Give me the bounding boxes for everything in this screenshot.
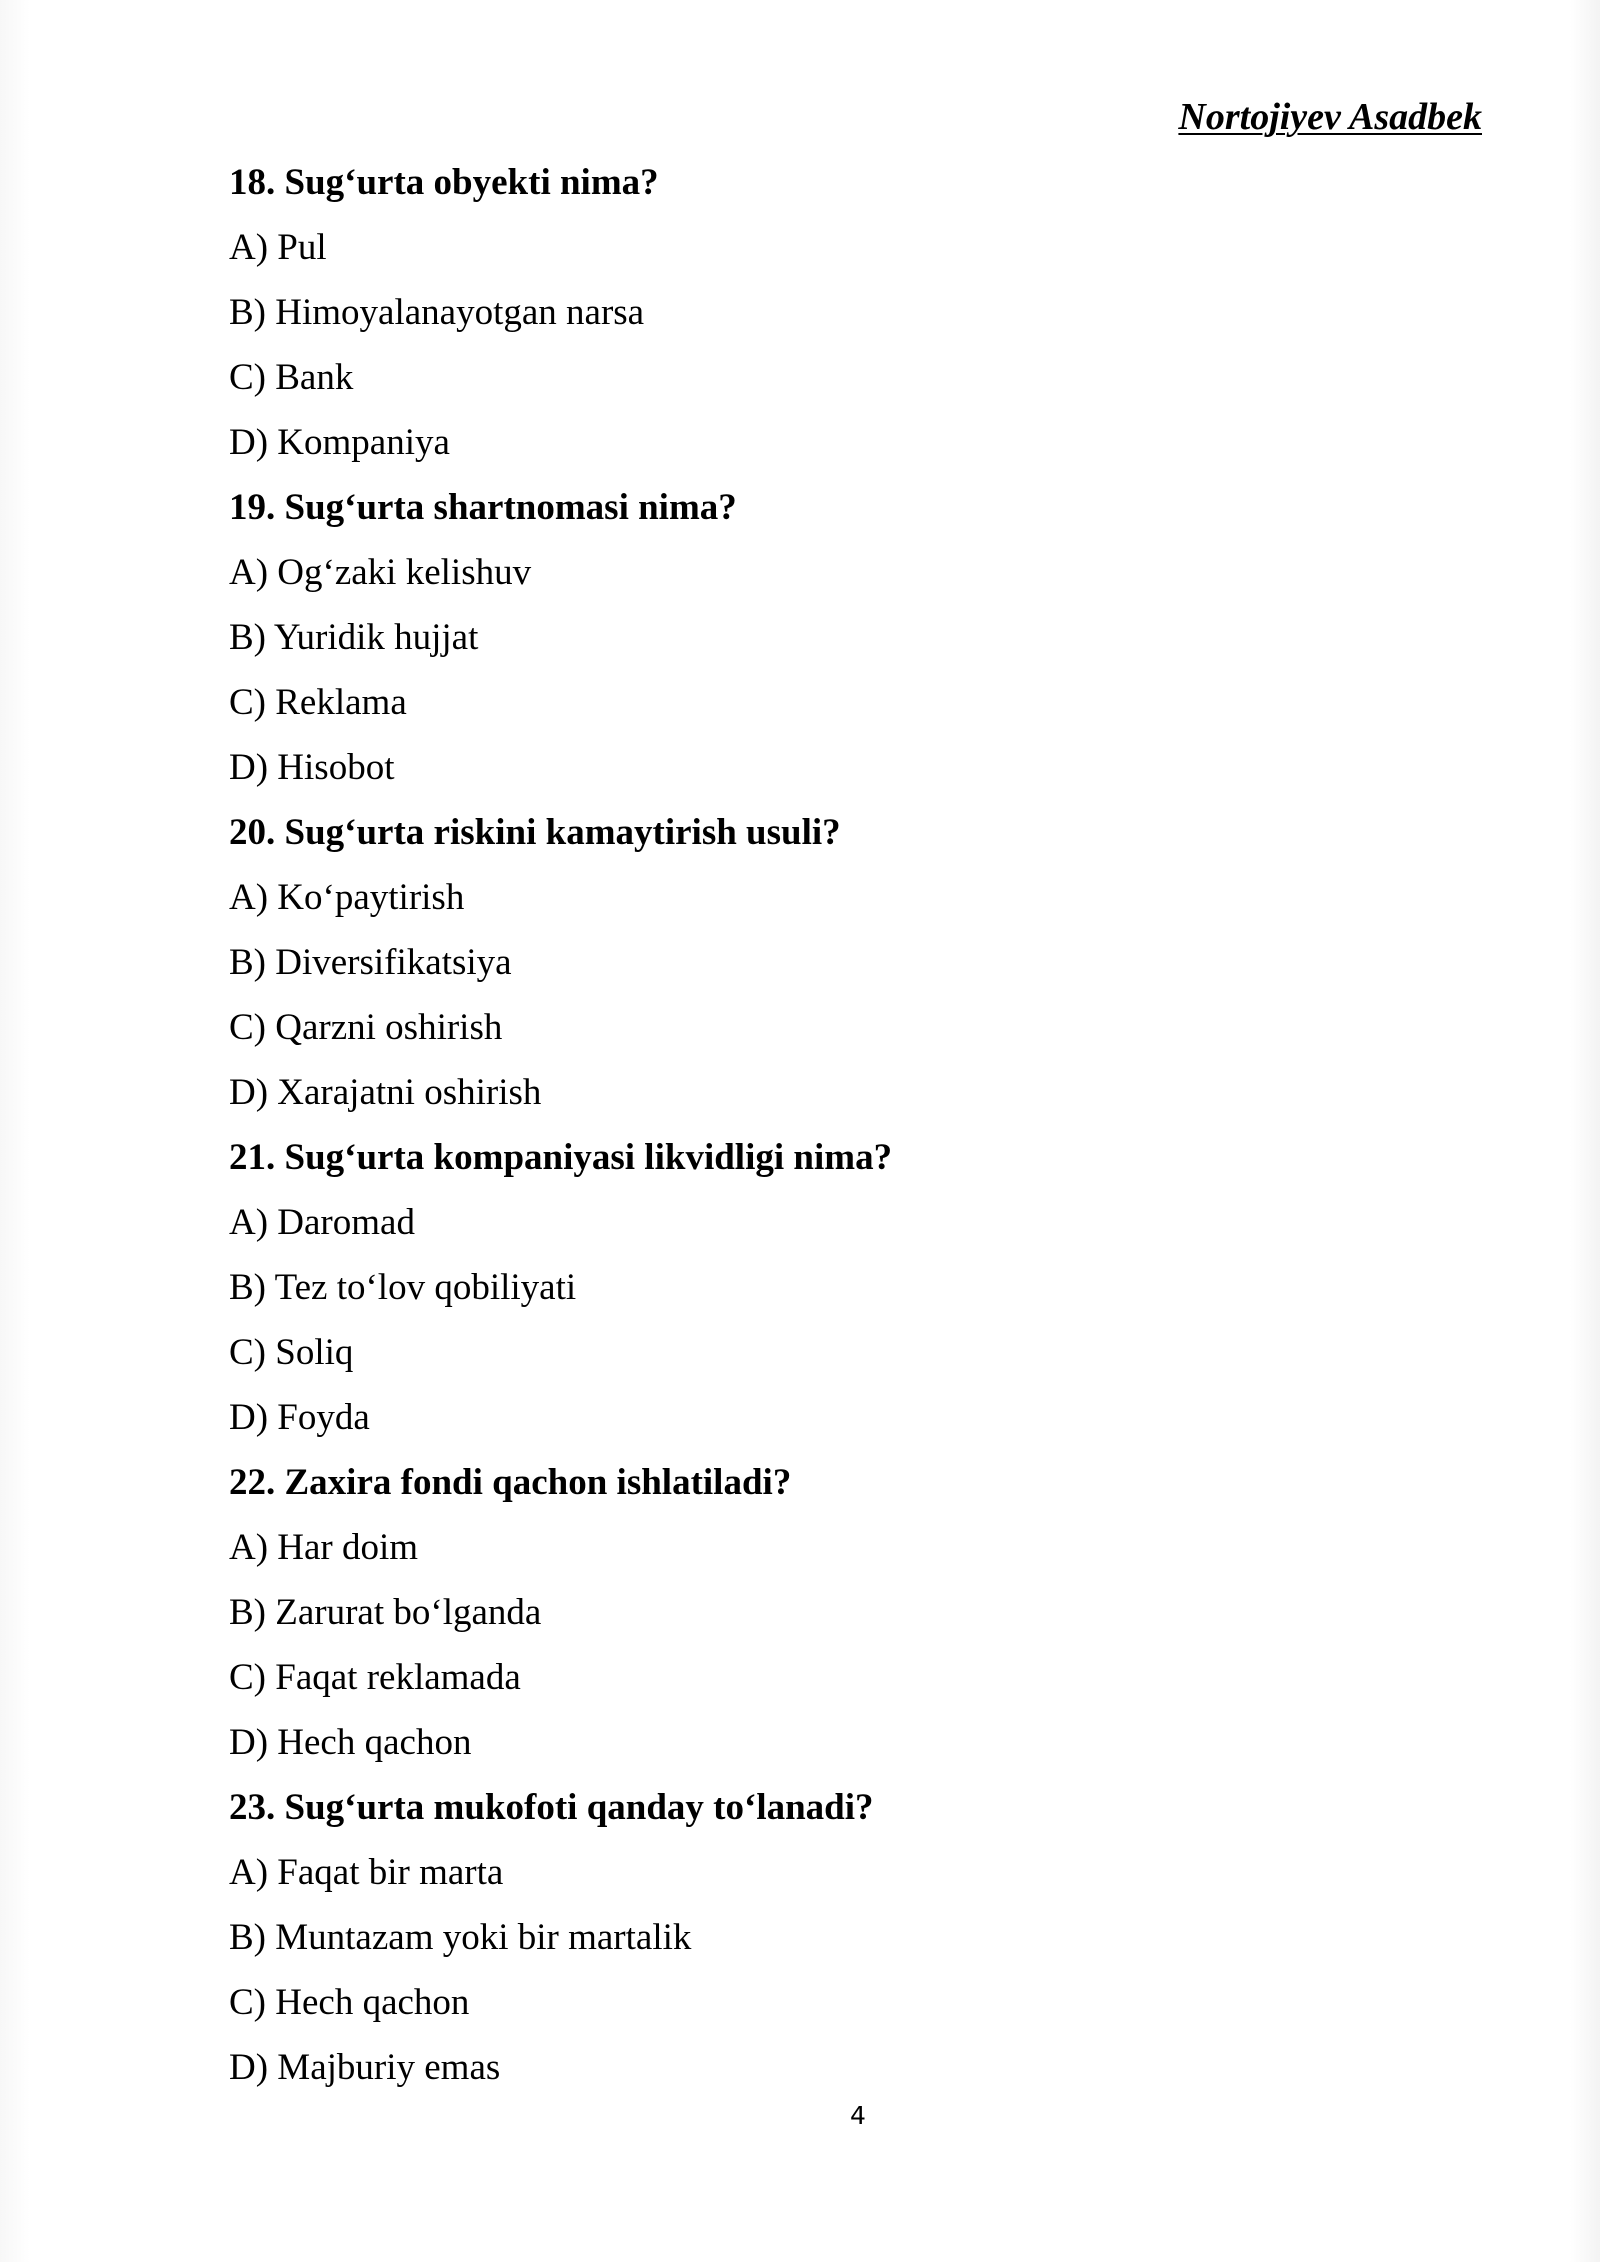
answer-option-b: B) Zarurat bo‘lganda — [229, 1592, 542, 1633]
answer-option-c: C) Bank — [229, 357, 354, 398]
question-list — [229, 150, 1429, 2100]
answer-option-b: B) Diversifikatsiya — [229, 942, 512, 983]
page-number: 4 — [850, 2101, 866, 2130]
answer-option-c: C) Faqat reklamada — [229, 1657, 521, 1698]
answer-option-a: A) Og‘zaki kelishuv — [229, 552, 532, 593]
answer-option-a: A) Har doim — [229, 1527, 419, 1568]
answer-option-b: B) Tez to‘lov qobiliyati — [229, 1267, 577, 1308]
answer-option-c: C) Hech qachon — [229, 1982, 470, 2023]
answer-option-b: B) Muntazam yoki bir martalik — [229, 1917, 692, 1958]
answer-option-b: B) Himoyalanayotgan narsa — [229, 292, 645, 333]
question-title: 19. Sug‘urta shartnomasi nima? — [229, 487, 737, 528]
question-20 — [229, 800, 1429, 1125]
answer-option-d: D) Foyda — [229, 1397, 370, 1438]
answer-option-a: A) Pul — [229, 227, 327, 268]
answer-option-c: C) Soliq — [229, 1332, 354, 1373]
question-21 — [229, 1125, 1429, 1450]
answer-option-d: D) Xarajatni oshirish — [229, 1072, 542, 1113]
question-22 — [229, 1450, 1429, 1775]
answer-option-b: B) Yuridik hujjat — [229, 617, 479, 658]
page-edge-shadow-right — [1570, 0, 1600, 2262]
author-header: Nortojiyev Asadbek — [1178, 96, 1482, 138]
question-title: 23. Sug‘urta mukofoti qanday to‘lanadi? — [229, 1787, 874, 1828]
answer-option-d: D) Hisobot — [229, 747, 395, 788]
question-title: 22. Zaxira fondi qachon ishlatiladi? — [229, 1462, 792, 1503]
answer-option-d: D) Hech qachon — [229, 1722, 472, 1763]
page-edge-shadow-left — [0, 0, 30, 2262]
answer-option-a: A) Faqat bir marta — [229, 1852, 504, 1893]
answer-option-c: C) Reklama — [229, 682, 407, 723]
question-title: 18. Sug‘urta obyekti nima? — [229, 162, 659, 203]
answer-option-d: D) Kompaniya — [229, 422, 450, 463]
answer-option-c: C) Qarzni oshirish — [229, 1007, 503, 1048]
question-23 — [229, 1775, 1429, 2100]
answer-option-a: A) Daromad — [229, 1202, 415, 1243]
question-title: 21. Sug‘urta kompaniyasi likvidligi nima? — [229, 1137, 893, 1178]
answer-option-a: A) Ko‘paytirish — [229, 877, 465, 918]
question-19 — [229, 475, 1429, 800]
question-18 — [229, 150, 1429, 475]
answer-option-d: D) Majburiy emas — [229, 2047, 501, 2088]
question-title: 20. Sug‘urta riskini kamaytirish usuli? — [229, 812, 841, 853]
